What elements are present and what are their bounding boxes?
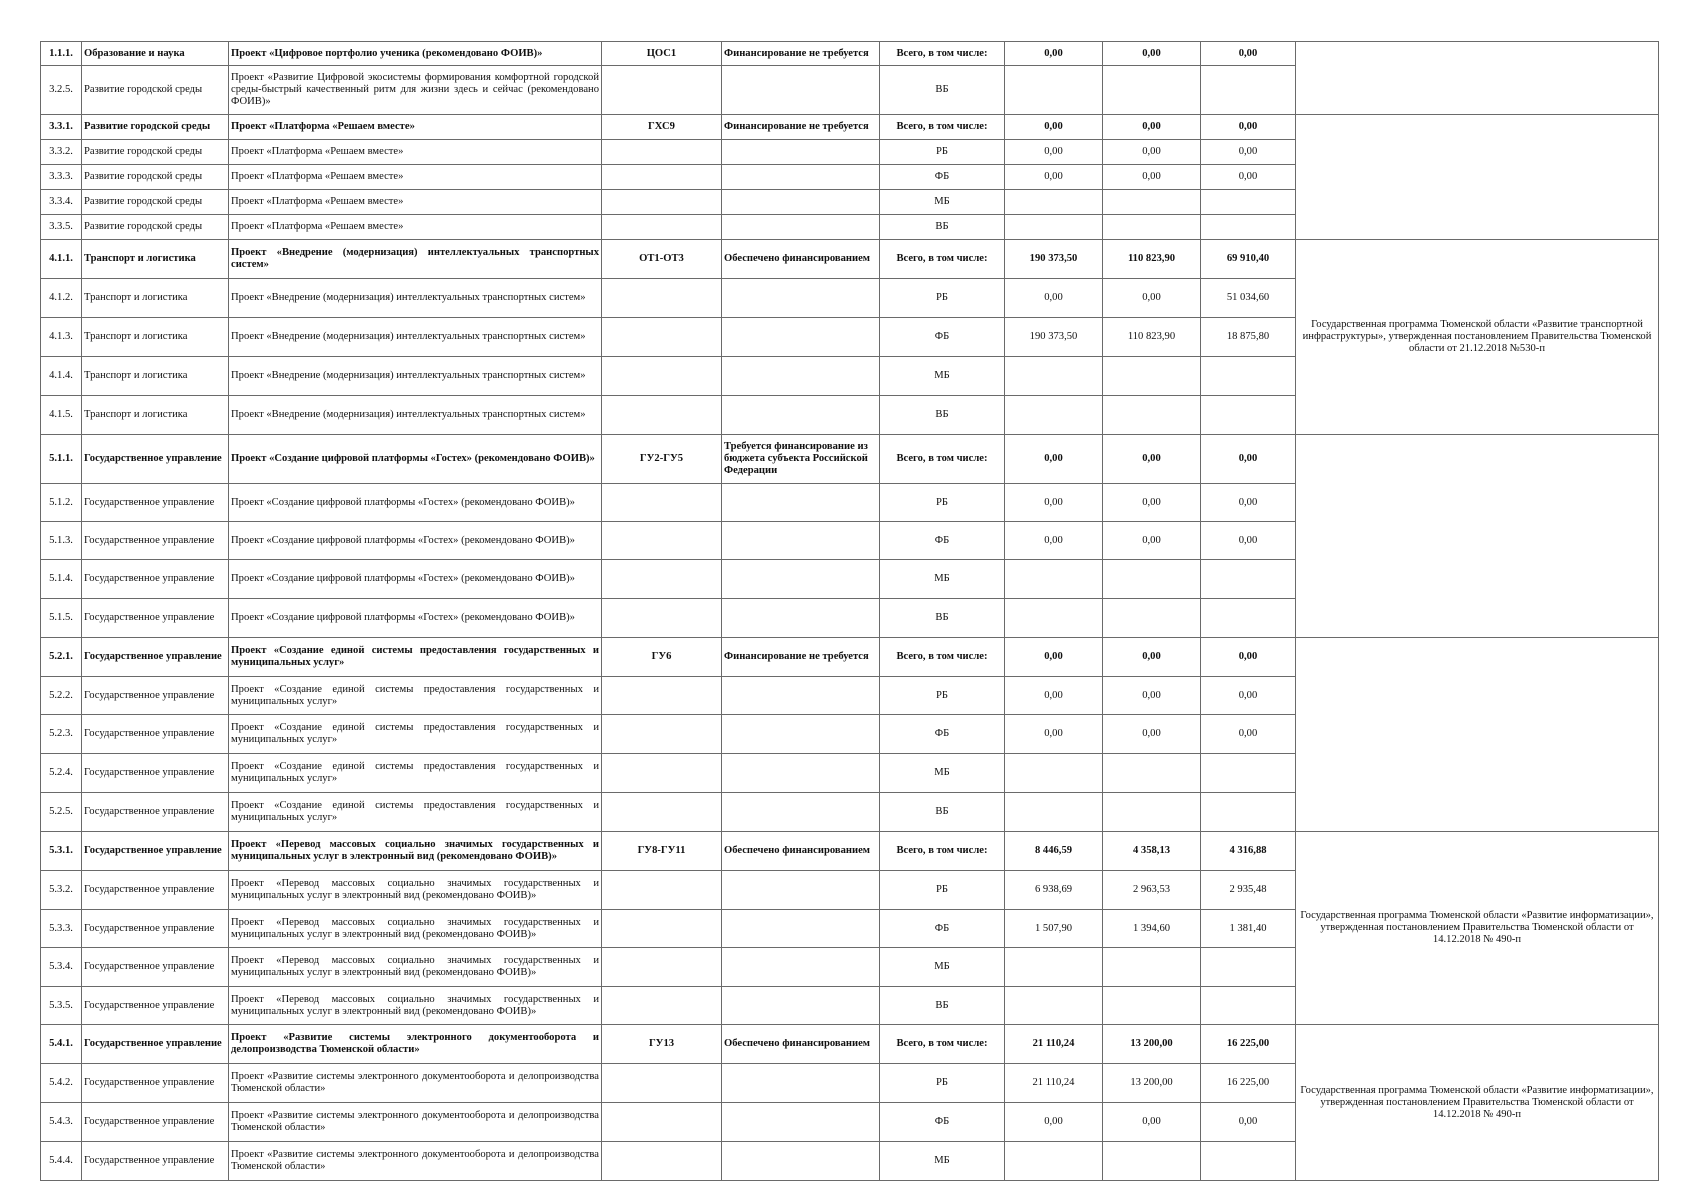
row-source-cell: ВБ [880, 793, 1005, 832]
row-id-cell: ГУ2-ГУ5 [602, 435, 722, 484]
row-code-cell: 5.1.1. [41, 435, 82, 484]
row-source-cell: РБ [880, 279, 1005, 318]
row-source-cell: РБ [880, 484, 1005, 522]
row-value-1-cell [1005, 215, 1103, 240]
row-value-1-cell: 21 110,24 [1005, 1064, 1103, 1103]
row-source-cell: МБ [880, 948, 1005, 987]
row-project-cell: Проект «Создание единой системы предоставления государственных и муниципальных услуг» [229, 677, 602, 715]
row-value-3-cell: 0,00 [1201, 115, 1296, 140]
row-code-cell: 3.3.1. [41, 115, 82, 140]
row-value-2-cell: 110 823,90 [1103, 318, 1201, 357]
row-value-2-cell [1103, 66, 1201, 115]
row-source-cell: ФБ [880, 910, 1005, 948]
row-id-cell: ЦОС1 [602, 42, 722, 66]
row-status-cell: Финансирование не требуется [722, 115, 880, 140]
row-id-cell [602, 715, 722, 754]
row-project-cell: Проект «Развитие системы электронного документооборота и делопроизводства Тюменской области» [229, 1025, 602, 1064]
row-source-cell: Всего, в том числе: [880, 42, 1005, 66]
row-value-3-cell: 0,00 [1201, 1103, 1296, 1142]
row-project-cell: Проект «Создание цифровой платформы «Гостех» (рекомендовано ФОИВ)» [229, 560, 602, 599]
row-id-cell [602, 1142, 722, 1181]
row-project-cell: Проект «Перевод массовых социально значимых государственных и муниципальных услуг в электронный вид (рекомендовано ФОИВ)» [229, 871, 602, 910]
row-status-cell [722, 484, 880, 522]
row-id-cell: ГУ13 [602, 1025, 722, 1064]
row-status-cell [722, 1103, 880, 1142]
row-code-cell: 4.1.1. [41, 240, 82, 279]
row-sector-cell: Государственное управление [82, 715, 229, 754]
row-source-cell: Всего, в том числе: [880, 832, 1005, 871]
row-sector-cell: Развитие городской среды [82, 190, 229, 215]
row-value-3-cell: 69 910,40 [1201, 240, 1296, 279]
row-source-cell: Всего, в том числе: [880, 240, 1005, 279]
row-project-cell: Проект «Перевод массовых социально значимых государственных и муниципальных услуг в электронный вид (рекомендовано ФОИВ)» [229, 832, 602, 871]
row-sector-cell: Государственное управление [82, 754, 229, 793]
row-status-cell [722, 754, 880, 793]
row-value-3-cell [1201, 66, 1296, 115]
row-status-cell [722, 910, 880, 948]
row-source-cell: ВБ [880, 599, 1005, 638]
row-value-3-cell: 0,00 [1201, 165, 1296, 190]
row-value-1-cell: 0,00 [1005, 435, 1103, 484]
row-status-cell [722, 560, 880, 599]
program-note-cell [1296, 435, 1659, 638]
table-row [41, 832, 1659, 871]
row-value-2-cell [1103, 190, 1201, 215]
row-sector-cell: Государственное управление [82, 1142, 229, 1181]
row-project-cell: Проект «Внедрение (модернизация) интеллектуальных транспортных систем» [229, 318, 602, 357]
row-id-cell [602, 987, 722, 1025]
row-value-3-cell: 0,00 [1201, 140, 1296, 165]
row-status-cell: Требуется финансирование из бюджета субъекта Российской Федерации [722, 435, 880, 484]
row-value-2-cell [1103, 357, 1201, 396]
row-value-3-cell: 18 875,80 [1201, 318, 1296, 357]
row-project-cell: Проект «Внедрение (модернизация) интеллектуальных транспортных систем» [229, 357, 602, 396]
row-id-cell: ГУ8-ГУ11 [602, 832, 722, 871]
row-id-cell [602, 190, 722, 215]
row-value-2-cell: 13 200,00 [1103, 1025, 1201, 1064]
row-sector-cell: Государственное управление [82, 522, 229, 560]
row-code-cell: 5.4.1. [41, 1025, 82, 1064]
row-value-2-cell: 110 823,90 [1103, 240, 1201, 279]
row-id-cell [602, 871, 722, 910]
row-value-1-cell [1005, 987, 1103, 1025]
row-id-cell [602, 66, 722, 115]
table-row [41, 115, 1659, 140]
row-status-cell [722, 1142, 880, 1181]
row-value-1-cell: 21 110,24 [1005, 1025, 1103, 1064]
row-sector-cell: Государственное управление [82, 560, 229, 599]
row-project-cell: Проект «Внедрение (модернизация) интеллектуальных транспортных систем» [229, 396, 602, 435]
row-code-cell: 5.2.5. [41, 793, 82, 832]
row-code-cell: 5.4.4. [41, 1142, 82, 1181]
row-value-2-cell [1103, 754, 1201, 793]
row-status-cell [722, 793, 880, 832]
row-status-cell: Финансирование не требуется [722, 638, 880, 677]
row-status-cell [722, 871, 880, 910]
row-project-cell: Проект «Развитие системы электронного документооборота и делопроизводства Тюменской области» [229, 1064, 602, 1103]
row-value-3-cell: 0,00 [1201, 484, 1296, 522]
row-id-cell [602, 1103, 722, 1142]
row-id-cell [602, 396, 722, 435]
row-project-cell: Проект «Перевод массовых социально значимых государственных и муниципальных услуг в электронный вид (рекомендовано ФОИВ)» [229, 987, 602, 1025]
row-value-2-cell [1103, 599, 1201, 638]
row-sector-cell: Государственное управление [82, 599, 229, 638]
row-value-3-cell: 16 225,00 [1201, 1064, 1296, 1103]
row-value-3-cell [1201, 754, 1296, 793]
row-source-cell: ФБ [880, 318, 1005, 357]
row-status-cell [722, 190, 880, 215]
program-note-cell [1296, 638, 1659, 832]
row-value-1-cell [1005, 66, 1103, 115]
program-note-cell [1296, 115, 1659, 240]
row-id-cell [602, 1064, 722, 1103]
row-code-cell: 4.1.3. [41, 318, 82, 357]
row-id-cell [602, 279, 722, 318]
row-code-cell: 5.3.3. [41, 910, 82, 948]
row-value-3-cell: 0,00 [1201, 715, 1296, 754]
row-value-2-cell: 0,00 [1103, 115, 1201, 140]
row-value-3-cell: 0,00 [1201, 522, 1296, 560]
row-value-3-cell: 0,00 [1201, 677, 1296, 715]
row-project-cell: Проект «Платформа «Решаем вместе» [229, 140, 602, 165]
row-value-3-cell: 4 316,88 [1201, 832, 1296, 871]
row-status-cell: Финансирование не требуется [722, 42, 880, 66]
row-value-2-cell: 0,00 [1103, 522, 1201, 560]
row-status-cell [722, 948, 880, 987]
row-code-cell: 5.4.3. [41, 1103, 82, 1142]
row-id-cell [602, 357, 722, 396]
row-value-2-cell: 0,00 [1103, 279, 1201, 318]
row-status-cell [722, 599, 880, 638]
row-source-cell: ВБ [880, 396, 1005, 435]
row-value-2-cell: 0,00 [1103, 42, 1201, 66]
row-sector-cell: Государственное управление [82, 1103, 229, 1142]
row-id-cell: ГУ6 [602, 638, 722, 677]
row-status-cell: Обеспечено финансированием [722, 1025, 880, 1064]
row-code-cell: 3.3.3. [41, 165, 82, 190]
row-value-1-cell: 1 507,90 [1005, 910, 1103, 948]
row-value-2-cell: 1 394,60 [1103, 910, 1201, 948]
row-sector-cell: Государственное управление [82, 1064, 229, 1103]
row-code-cell: 5.4.2. [41, 1064, 82, 1103]
row-value-2-cell [1103, 987, 1201, 1025]
row-code-cell: 5.2.1. [41, 638, 82, 677]
row-status-cell [722, 279, 880, 318]
row-status-cell [722, 522, 880, 560]
row-value-1-cell [1005, 357, 1103, 396]
row-sector-cell: Государственное управление [82, 435, 229, 484]
row-source-cell: ФБ [880, 715, 1005, 754]
row-value-2-cell [1103, 948, 1201, 987]
row-value-3-cell [1201, 215, 1296, 240]
row-status-cell [722, 318, 880, 357]
row-sector-cell: Государственное управление [82, 948, 229, 987]
row-code-cell: 5.3.1. [41, 832, 82, 871]
row-code-cell: 5.1.2. [41, 484, 82, 522]
row-status-cell [722, 396, 880, 435]
row-value-1-cell: 0,00 [1005, 279, 1103, 318]
row-value-1-cell: 0,00 [1005, 42, 1103, 66]
row-sector-cell: Развитие городской среды [82, 140, 229, 165]
table-row [41, 435, 1659, 484]
row-sector-cell: Государственное управление [82, 638, 229, 677]
row-code-cell: 3.3.4. [41, 190, 82, 215]
row-project-cell: Проект «Перевод массовых социально значимых государственных и муниципальных услуг в электронный вид (рекомендовано ФОИВ)» [229, 948, 602, 987]
row-source-cell: МБ [880, 754, 1005, 793]
row-source-cell: МБ [880, 1142, 1005, 1181]
table-row [41, 638, 1659, 677]
row-source-cell: РБ [880, 871, 1005, 910]
row-value-2-cell [1103, 793, 1201, 832]
row-sector-cell: Государственное управление [82, 987, 229, 1025]
row-value-2-cell: 0,00 [1103, 715, 1201, 754]
row-code-cell: 5.3.2. [41, 871, 82, 910]
row-sector-cell: Транспорт и логистика [82, 318, 229, 357]
row-value-3-cell [1201, 190, 1296, 215]
row-source-cell: МБ [880, 357, 1005, 396]
row-value-2-cell: 4 358,13 [1103, 832, 1201, 871]
row-project-cell: Проект «Создание цифровой платформы «Гостех» (рекомендовано ФОИВ)» [229, 435, 602, 484]
row-value-2-cell: 0,00 [1103, 484, 1201, 522]
row-project-cell: Проект «Создание единой системы предоставления государственных и муниципальных услуг» [229, 715, 602, 754]
row-status-cell [722, 677, 880, 715]
row-value-3-cell [1201, 560, 1296, 599]
row-project-cell: Проект «Создание цифровой платформы «Гостех» (рекомендовано ФОИВ)» [229, 522, 602, 560]
row-value-3-cell: 0,00 [1201, 638, 1296, 677]
row-sector-cell: Транспорт и логистика [82, 396, 229, 435]
program-note-cell [1296, 42, 1659, 115]
row-value-1-cell: 6 938,69 [1005, 871, 1103, 910]
row-code-cell: 5.3.5. [41, 987, 82, 1025]
row-value-2-cell: 0,00 [1103, 140, 1201, 165]
row-sector-cell: Развитие городской среды [82, 165, 229, 190]
row-sector-cell: Государственное управление [82, 910, 229, 948]
row-code-cell: 3.2.5. [41, 66, 82, 115]
row-code-cell: 5.2.3. [41, 715, 82, 754]
row-value-3-cell [1201, 793, 1296, 832]
row-value-1-cell: 0,00 [1005, 115, 1103, 140]
row-id-cell [602, 484, 722, 522]
row-status-cell [722, 1064, 880, 1103]
row-source-cell: Всего, в том числе: [880, 115, 1005, 140]
row-source-cell: ФБ [880, 165, 1005, 190]
row-value-3-cell: 1 381,40 [1201, 910, 1296, 948]
row-code-cell: 3.3.5. [41, 215, 82, 240]
row-value-2-cell: 13 200,00 [1103, 1064, 1201, 1103]
table-row [41, 1025, 1659, 1064]
row-value-3-cell: 2 935,48 [1201, 871, 1296, 910]
row-sector-cell: Транспорт и логистика [82, 279, 229, 318]
row-code-cell: 5.1.4. [41, 560, 82, 599]
row-source-cell: РБ [880, 140, 1005, 165]
row-sector-cell: Государственное управление [82, 1025, 229, 1064]
row-value-3-cell: 51 034,60 [1201, 279, 1296, 318]
row-source-cell: Всего, в том числе: [880, 1025, 1005, 1064]
program-note-cell: Государственная программа Тюменской области «Развитие транспортной инфраструктуры», утвержденная постановлением Правительства Тюменской области от 21.12.2018 №530-п [1296, 240, 1659, 435]
row-status-cell [722, 66, 880, 115]
row-status-cell [722, 215, 880, 240]
row-source-cell: ФБ [880, 1103, 1005, 1142]
row-id-cell [602, 318, 722, 357]
row-sector-cell: Государственное управление [82, 871, 229, 910]
row-value-2-cell: 2 963,53 [1103, 871, 1201, 910]
row-code-cell: 5.3.4. [41, 948, 82, 987]
row-id-cell [602, 793, 722, 832]
row-sector-cell: Государственное управление [82, 677, 229, 715]
row-id-cell [602, 677, 722, 715]
row-code-cell: 3.3.2. [41, 140, 82, 165]
row-value-1-cell: 0,00 [1005, 165, 1103, 190]
row-value-1-cell: 190 373,50 [1005, 240, 1103, 279]
row-status-cell [722, 715, 880, 754]
row-value-1-cell: 8 446,59 [1005, 832, 1103, 871]
row-source-cell: ВБ [880, 987, 1005, 1025]
row-source-cell: ВБ [880, 66, 1005, 115]
row-value-3-cell [1201, 396, 1296, 435]
row-id-cell [602, 215, 722, 240]
program-note-cell: Государственная программа Тюменской области «Развитие информатизации», утвержденная постановлением Правительства Тюменской области от 14.12.2018 № 490-п [1296, 1025, 1659, 1181]
row-value-2-cell [1103, 1142, 1201, 1181]
row-project-cell: Проект «Создание единой системы предоставления государственных и муниципальных услуг» [229, 793, 602, 832]
row-project-cell: Проект «Создание единой системы предоставления государственных и муниципальных услуг» [229, 754, 602, 793]
row-value-1-cell: 0,00 [1005, 522, 1103, 560]
row-value-1-cell: 190 373,50 [1005, 318, 1103, 357]
row-value-3-cell [1201, 357, 1296, 396]
row-source-cell: МБ [880, 560, 1005, 599]
row-status-cell [722, 987, 880, 1025]
row-value-2-cell [1103, 396, 1201, 435]
row-code-cell: 4.1.5. [41, 396, 82, 435]
row-value-2-cell: 0,00 [1103, 638, 1201, 677]
row-code-cell: 5.1.3. [41, 522, 82, 560]
row-project-cell: Проект «Платформа «Решаем вместе» [229, 115, 602, 140]
row-id-cell [602, 140, 722, 165]
row-code-cell: 5.1.5. [41, 599, 82, 638]
row-project-cell: Проект «Перевод массовых социально значимых государственных и муниципальных услуг в электронный вид (рекомендовано ФОИВ)» [229, 910, 602, 948]
row-id-cell [602, 165, 722, 190]
row-status-cell [722, 140, 880, 165]
row-value-2-cell: 0,00 [1103, 677, 1201, 715]
row-id-cell [602, 754, 722, 793]
row-status-cell [722, 165, 880, 190]
row-source-cell: РБ [880, 1064, 1005, 1103]
row-value-2-cell [1103, 215, 1201, 240]
row-value-3-cell: 0,00 [1201, 435, 1296, 484]
row-project-cell: Проект «Создание цифровой платформы «Гостех» (рекомендовано ФОИВ)» [229, 599, 602, 638]
row-value-1-cell [1005, 396, 1103, 435]
row-sector-cell: Развитие городской среды [82, 66, 229, 115]
row-source-cell: Всего, в том числе: [880, 638, 1005, 677]
row-sector-cell: Транспорт и логистика [82, 357, 229, 396]
row-code-cell: 5.2.4. [41, 754, 82, 793]
row-sector-cell: Развитие городской среды [82, 115, 229, 140]
row-value-1-cell: 0,00 [1005, 715, 1103, 754]
row-source-cell: МБ [880, 190, 1005, 215]
row-id-cell [602, 948, 722, 987]
row-project-cell: Проект «Цифровое портфолио ученика (рекомендовано ФОИВ)» [229, 42, 602, 66]
row-value-1-cell [1005, 754, 1103, 793]
row-value-1-cell: 0,00 [1005, 677, 1103, 715]
row-code-cell: 5.2.2. [41, 677, 82, 715]
table-row [41, 240, 1659, 279]
row-value-3-cell [1201, 1142, 1296, 1181]
row-sector-cell: Государственное управление [82, 484, 229, 522]
row-value-2-cell [1103, 560, 1201, 599]
row-source-cell: ФБ [880, 522, 1005, 560]
table-row [41, 42, 1659, 66]
row-value-1-cell: 0,00 [1005, 1103, 1103, 1142]
row-id-cell [602, 560, 722, 599]
row-value-3-cell: 0,00 [1201, 42, 1296, 66]
row-status-cell: Обеспечено финансированием [722, 832, 880, 871]
row-project-cell: Проект «Платформа «Решаем вместе» [229, 165, 602, 190]
row-id-cell: ОТ1-ОТ3 [602, 240, 722, 279]
row-status-cell: Обеспечено финансированием [722, 240, 880, 279]
row-sector-cell: Развитие городской среды [82, 215, 229, 240]
row-project-cell: Проект «Внедрение (модернизация) интеллектуальных транспортных систем» [229, 240, 602, 279]
row-sector-cell: Транспорт и логистика [82, 240, 229, 279]
row-value-1-cell: 0,00 [1005, 638, 1103, 677]
row-id-cell [602, 599, 722, 638]
row-code-cell: 4.1.2. [41, 279, 82, 318]
row-sector-cell: Государственное управление [82, 832, 229, 871]
row-sector-cell: Образование и наука [82, 42, 229, 66]
row-value-3-cell [1201, 599, 1296, 638]
row-value-3-cell [1201, 987, 1296, 1025]
row-value-2-cell: 0,00 [1103, 165, 1201, 190]
row-value-1-cell [1005, 948, 1103, 987]
row-project-cell: Проект «Развитие Цифровой экосистемы формирования комфортной городской среды-быстрый качественный ритм для жизни здесь и сейчас (рекомендовано ФОИВ)» [229, 66, 602, 115]
row-source-cell: ВБ [880, 215, 1005, 240]
row-value-1-cell: 0,00 [1005, 140, 1103, 165]
row-value-2-cell: 0,00 [1103, 1103, 1201, 1142]
row-source-cell: РБ [880, 677, 1005, 715]
budget-table [40, 41, 1659, 1181]
row-project-cell: Проект «Создание единой системы предоставления государственных и муниципальных услуг» [229, 638, 602, 677]
row-project-cell: Проект «Платформа «Решаем вместе» [229, 190, 602, 215]
program-note-cell: Государственная программа Тюменской области «Развитие информатизации», утвержденная постановлением Правительства Тюменской области от 14.12.2018 № 490-п [1296, 832, 1659, 1025]
row-value-1-cell [1005, 793, 1103, 832]
row-value-1-cell [1005, 599, 1103, 638]
row-project-cell: Проект «Развитие системы электронного документооборота и делопроизводства Тюменской области» [229, 1103, 602, 1142]
row-value-2-cell: 0,00 [1103, 435, 1201, 484]
row-project-cell: Проект «Платформа «Решаем вместе» [229, 215, 602, 240]
row-source-cell: Всего, в том числе: [880, 435, 1005, 484]
row-value-1-cell [1005, 560, 1103, 599]
row-project-cell: Проект «Развитие системы электронного документооборота и делопроизводства Тюменской области» [229, 1142, 602, 1181]
row-sector-cell: Государственное управление [82, 793, 229, 832]
row-value-1-cell [1005, 1142, 1103, 1181]
row-value-1-cell: 0,00 [1005, 484, 1103, 522]
row-id-cell [602, 522, 722, 560]
row-project-cell: Проект «Внедрение (модернизация) интеллектуальных транспортных систем» [229, 279, 602, 318]
row-id-cell: ГХС9 [602, 115, 722, 140]
row-project-cell: Проект «Создание цифровой платформы «Гостех» (рекомендовано ФОИВ)» [229, 484, 602, 522]
row-value-3-cell [1201, 948, 1296, 987]
row-id-cell [602, 910, 722, 948]
row-value-3-cell: 16 225,00 [1201, 1025, 1296, 1064]
row-status-cell [722, 357, 880, 396]
row-code-cell: 4.1.4. [41, 357, 82, 396]
row-value-1-cell [1005, 190, 1103, 215]
row-code-cell: 1.1.1. [41, 42, 82, 66]
